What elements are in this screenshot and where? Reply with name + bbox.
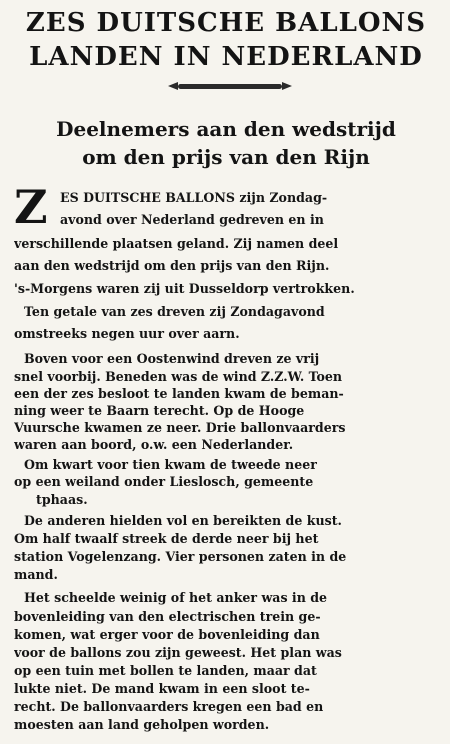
- drop-cap: Z: [14, 180, 48, 234]
- article-line: bovenleiding van den electrischen trein ge-: [14, 609, 321, 624]
- article-line: Om kwart voor tien kwam de tweede neer: [24, 457, 317, 472]
- article-line: recht. De ballonvaarders kregen een bad en: [14, 699, 324, 714]
- article-line: De anderen hielden vol en bereikten de kust.: [24, 513, 342, 528]
- article-line: Om half twaalf streek de derde neer bij het: [14, 531, 319, 546]
- article-line: omstreeks negen uur over aarn.: [14, 326, 240, 341]
- article-line: verschillende plaatsen geland. Zij namen deel: [14, 236, 339, 251]
- article-line: voor de ballons zou zijn geweest. Het plan was: [14, 645, 342, 660]
- article-line: Boven voor een Oostenwind dreven ze vrij: [24, 351, 320, 366]
- article-line: Vuursche kwamen ze neer. Drie ballonvaarders: [14, 420, 346, 435]
- headline-line-2: LANDEN IN NEDERLAND: [29, 42, 423, 72]
- ornamental-divider: [178, 84, 282, 89]
- article-line: waren aan boord, o.w. een Nederlander.: [14, 437, 294, 452]
- article-line: ning weer te Baarn terecht. Op de Hooge: [14, 403, 305, 418]
- article-line: mand.: [14, 567, 58, 582]
- article-line: aan den wedstrijd om den prijs van den Rijn.: [14, 258, 330, 273]
- article-line: komen, wat erger voor de bovenleiding dan: [14, 627, 320, 642]
- article-line: avond over Nederland gedreven en in: [60, 212, 324, 227]
- article-line: moesten aan land geholpen worden.: [14, 717, 270, 732]
- article-line: station Vogelenzang. Vier personen zaten in de: [14, 549, 347, 564]
- article-line: een der zes besloot te landen kwam de beman-: [14, 386, 344, 401]
- article-line: Het scheelde weinig of het anker was in de: [24, 590, 328, 605]
- article-line: snel voorbij. Beneden was de wind Z.Z.W. Toen: [14, 369, 343, 384]
- article-line: op een tuin met bollen te landen, maar dat: [14, 663, 317, 678]
- article-line: op een weiland onder Lieslosch, gemeente: [14, 474, 314, 489]
- headline-line-1: ZES DUITSCHE BALLONS: [25, 8, 427, 38]
- subheadline-line-1: Deelnemers aan den wedstrijd: [56, 117, 396, 141]
- article-line: Ten getale van zes dreven zij Zondagavond: [24, 304, 325, 319]
- article-line: lukte niet. De mand kwam in een sloot te-: [14, 681, 310, 696]
- article-line: 's-Morgens waren zij uit Dusseldorp vertrokken.: [14, 281, 355, 296]
- subheadline-line-2: om den prijs van den Rijn: [82, 145, 370, 169]
- article-line: tphaas.: [36, 492, 88, 507]
- article-line: ES DUITSCHE BALLONS zijn Zondag-: [60, 190, 328, 205]
